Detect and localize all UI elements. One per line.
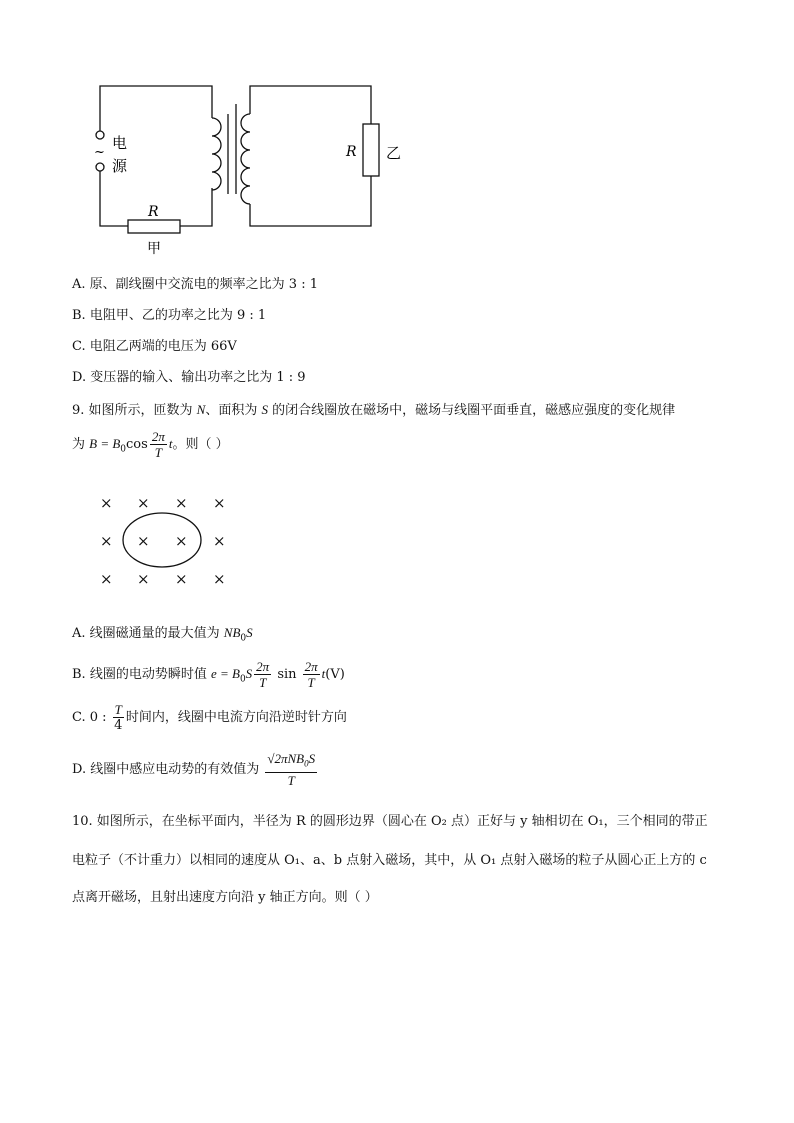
q9-fraction: $\frac{2\pi}{T}$ [151, 429, 165, 460]
field-cross-0-3: × [213, 494, 226, 512]
q8-option-b: B. 电阻甲、乙的功率之比为 9 : 1 [72, 308, 267, 323]
field-cross-1-2: × [175, 532, 188, 550]
resistor-yi-name: 乙 [386, 144, 402, 162]
source-terminal-top [96, 131, 104, 139]
field-cross-1-0: × [100, 532, 113, 550]
resistor-jia-name: 甲 [147, 241, 161, 257]
magnetic-field-diagram [90, 488, 240, 588]
q9-option-b: B. 线圈的电动势瞬时值 $e = B_0S$ $\frac{2\pi}{T}$ sin $\frac{2\pi}{T}$ t(V) [72, 659, 345, 690]
secondary-wire-bottom [250, 176, 371, 226]
q9-stem-line1: 9. 如图所示，匝数为 N、面积为 S 的闭合线圈放在磁场中，磁场与线圈平面垂直，磁感应强度的变化规律 [72, 402, 676, 418]
field-cross-1-3: × [213, 532, 226, 550]
source-label-2: 源 [112, 157, 128, 175]
q8-option-d: D. 变压器的输入、输出功率之比为 1 : 9 [72, 370, 306, 385]
source-label-1: 电 [112, 134, 128, 152]
secondary-coil [241, 114, 250, 204]
primary-wire [100, 86, 212, 136]
q9-stem-line2: 为 $B = B_0\cos$ $\frac{2\pi}{T}$ t。则（ ） [72, 429, 229, 460]
field-cross-0-2: × [175, 494, 188, 512]
field-cross-1-1: × [137, 532, 150, 550]
field-cross-0-1: × [137, 494, 150, 512]
q9-option-a: A. 线圈磁通量的最大值为 $NB_0S$ [72, 625, 253, 644]
primary-wire-bottom [100, 166, 128, 226]
transformer-circuit-diagram [90, 76, 420, 266]
q8-option-c: C. 电阻乙两端的电压为 66V [72, 339, 237, 354]
resistor-jia [128, 220, 180, 233]
q10-stem-line1: 10. 如图所示，在坐标平面内，半径为 R 的圆形边界（圆心在 O₂ 点）正好与 y 轴相切在 O₁，三个相同的带正 [72, 814, 708, 829]
q10-stem-line3: 点离开磁场，且射出速度方向沿 y 轴正方向。则（ ） [72, 890, 378, 905]
field-cross-2-2: × [175, 570, 188, 588]
secondary-wire [250, 86, 371, 124]
field-cross-2-1: × [137, 570, 150, 588]
primary-coil [212, 118, 221, 190]
resistor-yi [363, 124, 379, 176]
field-cross-2-3: × [213, 570, 226, 588]
q10-stem-line2: 电粒子（不计重力）以相同的速度从 O₁、a、b 点射入磁场，其中，从 O₁ 点射入磁场的粒子从圆心正上方的 c [72, 853, 707, 868]
q9-option-c: C. 0 : $\frac{T}{4}$ 时间内，线圈中电流方向沿逆时针方向 [72, 702, 347, 733]
source-terminal-bottom [96, 163, 104, 171]
q8-option-a: A. 原、副线圈中交流电的频率之比为 3 : 1 [72, 277, 318, 292]
primary-wire-return [180, 188, 212, 226]
resistor-yi-symbol: R [346, 144, 357, 160]
resistor-jia-symbol: R [148, 204, 159, 220]
source-tilde: ~ [94, 145, 105, 160]
q9-option-d: D. 线圈中感应电动势的有效值为 $\frac{√2\pi NB_0S}{T}$ [72, 751, 316, 788]
field-cross-2-0: × [100, 570, 113, 588]
coil-loop [123, 513, 201, 567]
field-cross-0-0: × [100, 494, 113, 512]
